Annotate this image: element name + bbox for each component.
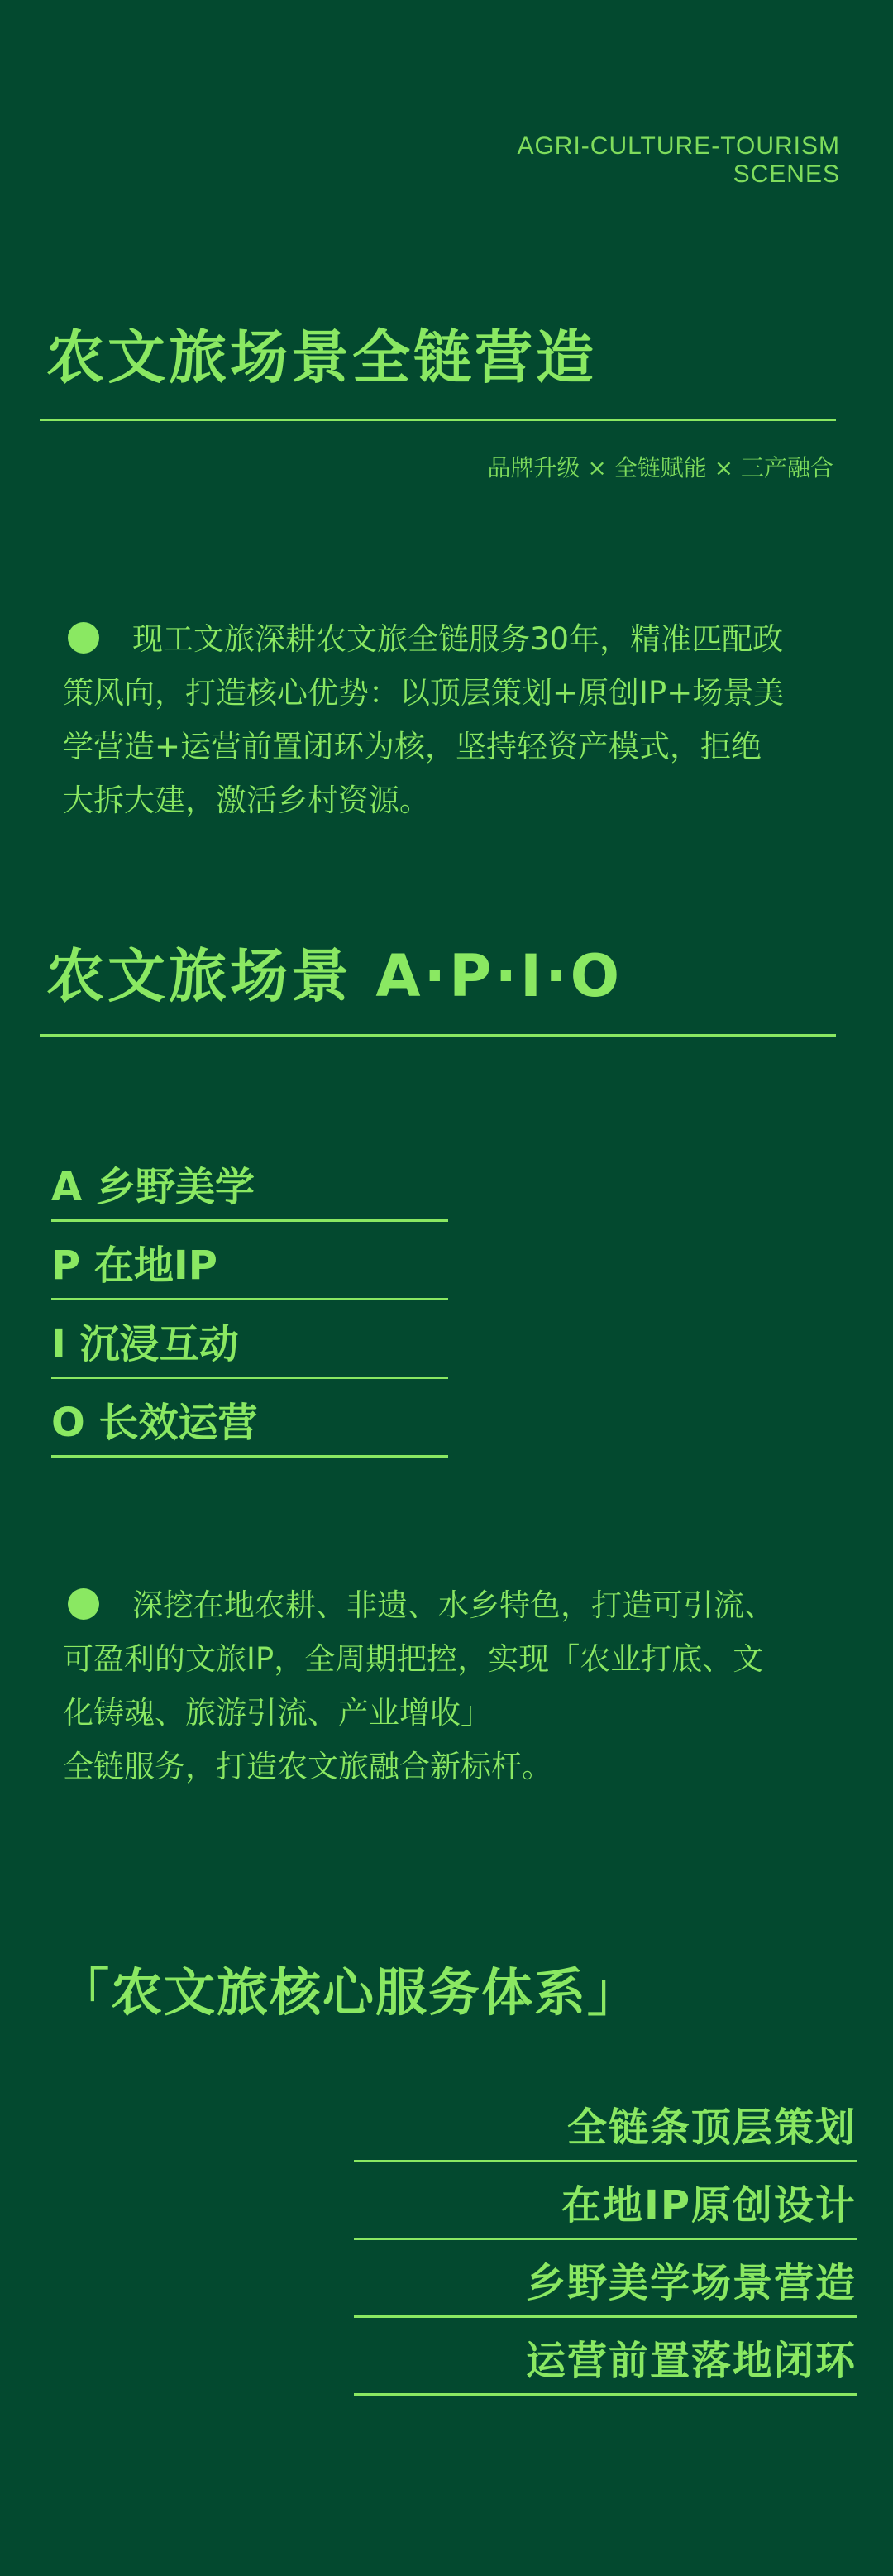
title-divider [40,419,836,421]
service-item [354,2085,857,2162]
apio-item-o [51,1379,448,1458]
apio-item-label: P 在地IP [51,1243,217,1289]
apio-title-divider [40,1034,836,1037]
detail-line-2: 可盈利的文旅IP，全周期把控，实现「农业打底、文 [63,1641,764,1677]
service-item-underline [354,2393,857,2396]
intro-line-2: 策风向，打造核心优势：以顶层策划+原创IP+场景美 [63,675,785,711]
core-services-title: 「农文旅核心服务体系」 [58,1962,641,2023]
apio-item-label: I 沉浸互动 [51,1321,239,1367]
eyebrow-line-2: SCENES [733,160,840,188]
bullet-dot-icon [68,1588,99,1620]
intro-line-3: 学营造+运营前置闭环为核，坚持轻资产模式，拒绝 [63,729,762,764]
detail-line-1-text: 深挖在地农耕、非遗、水乡特色，打造可引流、 [132,1587,775,1623]
intro-line-1-text: 现工文旅深耕农文旅全链服务30年，精准匹配政 [132,621,784,657]
detail-line-3: 化铸魂、旅游引流、产业增收」 [63,1695,491,1731]
apio-item-label: O 长效运营 [51,1400,258,1446]
intro-line-4: 大拆大建，激活乡村资源。 [63,783,430,818]
apio-item-underline [51,1455,448,1458]
intro-line-1 [63,612,840,666]
service-item-label: 全链条顶层策划 [566,2104,857,2151]
eyebrow-line-1: AGRI-CULTURE-TOURISM [517,132,840,160]
apio-item-p [51,1222,448,1300]
detail-line-1 [63,1578,840,1632]
bullet-dot-icon [68,622,99,654]
page-subtitle: 品牌升级 × 全链赋能 × 三产融合 [487,454,833,481]
service-item [354,2318,857,2396]
apio-item-a [51,1143,448,1222]
eyebrow-caption [517,132,840,189]
service-item-label: 运营前置落地闭环 [525,2338,857,2384]
page-title: 农文旅场景全链营造 [46,323,597,391]
apio-title: 农文旅场景 A·P·I·O [46,942,623,1010]
apio-item-label: A 乡野美学 [51,1164,255,1210]
service-item-label: 在地IP原创设计 [561,2182,857,2229]
service-item-label: 乡野美学场景营造 [525,2260,857,2306]
service-item [354,2240,857,2318]
apio-item-i [51,1300,448,1379]
service-item [354,2162,857,2240]
intro-paragraph [63,612,840,827]
detail-line-4: 全链服务，打造农文旅融合新标杆。 [63,1749,552,1784]
detail-paragraph [63,1578,840,1793]
